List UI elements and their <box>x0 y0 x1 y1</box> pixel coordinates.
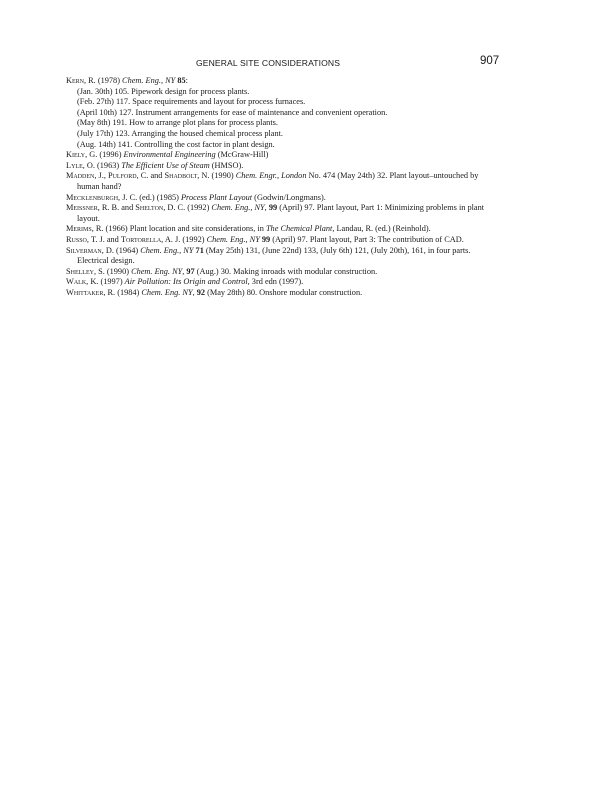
reference-kiely: Kiely, G. (1996) Environmental Engineering (McGraw-Hill) <box>66 150 269 160</box>
reference-russo: Russo, T. J. and Tortorella, A. J. (1992) Chem. Eng., NY 99 (April) 97. Plant layout, Part 3: The contribution of CAD. <box>66 234 464 244</box>
reference-kern-part: (Aug. 14th) 141. Controlling the cost factor in plant design. <box>77 139 275 149</box>
reference-kern: Kern, R. (1978) Chem. Eng., NY 85: <box>66 76 188 85</box>
reference-whittaker: Whittaker, R. (1984) Chem. Eng. NY, 92 (May 28th) 80. Onshore modular construction. <box>66 287 363 297</box>
reference-merims: Merims, R. (1966) Plant location and site considerations, in The Chemical Plant, Landau, R. (ed.) (Reinhold). <box>66 224 431 234</box>
reference-list <box>66 76 500 298</box>
reference-kern-part: (May 8th) 191. How to arrange plot plans for process plants. <box>77 118 278 128</box>
page-number: 907 <box>480 55 500 67</box>
reference-meissner: Meissner, R. B. and Shelton, D. C. (1992) Chem. Eng., NY, 99 (April) 97. Plant layout, Part 1: Minimizing problems in plant layout. <box>66 203 485 223</box>
reference-lyle: Lyle, O. (1963) The Efficient Use of Steam (HMSO). <box>66 160 244 170</box>
reference-mecklenburgh: Mecklenburgh, J. C. (ed.) (1985) Process Plant Layout (Godwin/Longmans). <box>66 192 326 202</box>
reference-silverman: Silverman, D. (1964) Chem. Eng., NY 71 (May 25th) 131, (June 22nd) 133, (July 6th) 121, (July 20th), 161, in four parts. Electrical design. <box>66 245 471 266</box>
reference-madden: Madden, J., Pulford, C. and Shadbolt, N. (1990) Chem. Engr., London No. 474 (May 24th) 32. Plant layout–untouched by human hand? <box>66 171 479 191</box>
reference-walk: Walk, K. (1997) Air Pollution: Its Origin and Control, 3rd edn (1997). <box>66 277 304 287</box>
reference-kern-part: (April 10th) 127. Instrument arrangements for ease of maintenance and convenient operation. <box>77 107 388 117</box>
reference-kern-part: (Feb. 27th) 117. Space requirements and layout for process furnaces. <box>77 97 306 107</box>
reference-kern-part: (Jan. 30th) 105. Pipework design for process plants. <box>77 86 250 96</box>
running-header-title: GENERAL SITE CONSIDERATIONS <box>196 58 341 68</box>
reference-kern-part: (July 17th) 123. Arranging the housed chemical process plant. <box>77 128 283 138</box>
reference-shelley: Shelley, S. (1990) Chem. Eng. NY, 97 (Aug.) 30. Making inroads with modular construction. <box>66 266 378 276</box>
